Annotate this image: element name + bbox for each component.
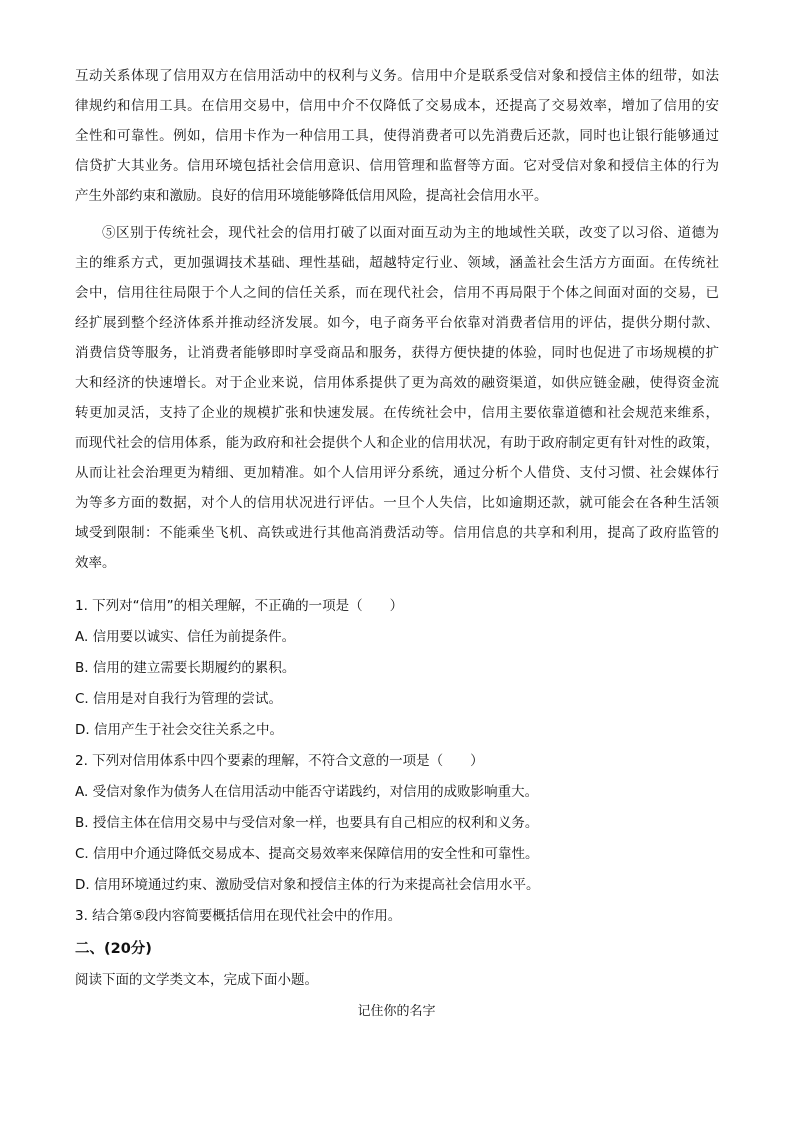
paragraph-5-line: 域受到限制：不能乘坐飞机、高铁或进行其他高消费活动等。信用信息的共享和利用，提高了政府监管的	[75, 525, 719, 541]
paragraph-5-line: 从而让社会治理更为精细、更加精准。如个人信用评分系统，通过分析个人借贷、支付习惯、社会媒体行	[75, 465, 719, 481]
paragraph-5-line: 效率。	[75, 555, 116, 571]
paragraph-4-line: 全性和可靠性。例如，信用卡作为一种信用工具，使得消费者可以先消费后还款，同时也让银行能够通过	[75, 128, 719, 144]
paragraph-5-line: 大和经济的快速增长。对于企业来说，信用体系提供了更为高效的融资渠道，如供应链金融，使得资金流	[75, 375, 719, 391]
question-2-option-b: B. 授信主体在信用交易中与受信对象一样，也要具有自己相应的权利和义务。	[75, 815, 539, 831]
paragraph-4-line: 产生外部约束和激励。良好的信用环境能够降低信用风险，提高社会信用水平。	[75, 188, 548, 204]
paragraph-5-line: 消费信贷等服务，让消费者能够即时享受商品和服务，获得方便快捷的体验，同时也促进了市场规模的扩	[75, 345, 719, 361]
paragraph-5-line: 转更加灵活，支持了企业的规模扩张和快速发展。在传统社会中，信用主要依靠道德和社会规范来维系，	[75, 405, 719, 421]
question-2-stem: 2. 下列对信用体系中四个要素的理解，不符合文意的一项是（ ）	[75, 753, 484, 769]
paragraph-4-line: 律规约和信用工具。在信用交易中，信用中介不仅降低了交易成本，还提高了交易效率，增加了信用的安	[75, 98, 719, 114]
paragraph-4-line: 信贷扩大其业务。信用环境包括社会信用意识、信用管理和监督等方面。它对受信对象和授信主体的行为	[75, 158, 719, 174]
story-title: 记住你的名字	[357, 1004, 436, 1019]
question-1-option-b: B. 信用的建立需要长期履约的累积。	[75, 660, 296, 676]
question-1-option-d: D. 信用产生于社会交往关系之中。	[75, 722, 283, 738]
question-1-stem: 1. 下列对“信用”的相关理解，不正确的一项是（ ）	[75, 598, 404, 614]
question-1-option-c: C. 信用是对自我行为管理的尝试。	[75, 691, 283, 707]
paragraph-4-line: 互动关系体现了信用双方在信用活动中的权利与义务。信用中介是联系受信对象和授信主体的纽带，如法	[75, 68, 719, 84]
paragraph-5-line: 经扩展到整个经济体系并推动经济发展。如今，电子商务平台依靠对消费者信用的评估，提供分期付款、	[75, 315, 719, 331]
paragraph-5-line: 为等多方面的数据，对个人的信用状况进行评估。一旦个人失信，比如逾期还款，就可能会在各种生活领	[75, 495, 719, 511]
question-3-stem: 3. 结合第⑤段内容简要概括信用在现代社会中的作用。	[75, 908, 402, 924]
question-1-option-a: A. 信用要以诚实、信任为前提条件。	[75, 629, 296, 645]
question-2-option-c: C. 信用中介通过降低交易成本、提高交易效率来保障信用的安全性和可靠性。	[75, 846, 539, 862]
question-2-option-a: A. 受信对象作为债务人在信用活动中能否守诺践约，对信用的成败影响重大。	[75, 784, 539, 800]
question-2-option-d: D. 信用环境通过约束、激励受信对象和授信主体的行为来提高社会信用水平。	[75, 877, 540, 893]
section-2-instruction: 阅读下面的文学类文本，完成下面小题。	[75, 972, 318, 988]
paragraph-5-line: ⑤区别于传统社会，现代社会的信用打破了以面对面互动为主的地域性关联，改变了以习俗、道德为	[102, 225, 719, 241]
section-2-heading: 二、(20分)	[75, 941, 152, 957]
paragraph-5-line: 主的维系方式，更加强调技术基础、理性基础，超越特定行业、领域，涵盖社会生活方方面面。在传统社	[75, 255, 719, 271]
paragraph-5-line: 而现代社会的信用体系，能为政府和社会提供个人和企业的信用状况，有助于政府制定更有针对性的政策，	[75, 435, 719, 451]
paragraph-5-line: 会中，信用往往局限于个人之间的信任关系，而在现代社会，信用不再局限于个体之间面对面的交易，已	[75, 285, 719, 301]
